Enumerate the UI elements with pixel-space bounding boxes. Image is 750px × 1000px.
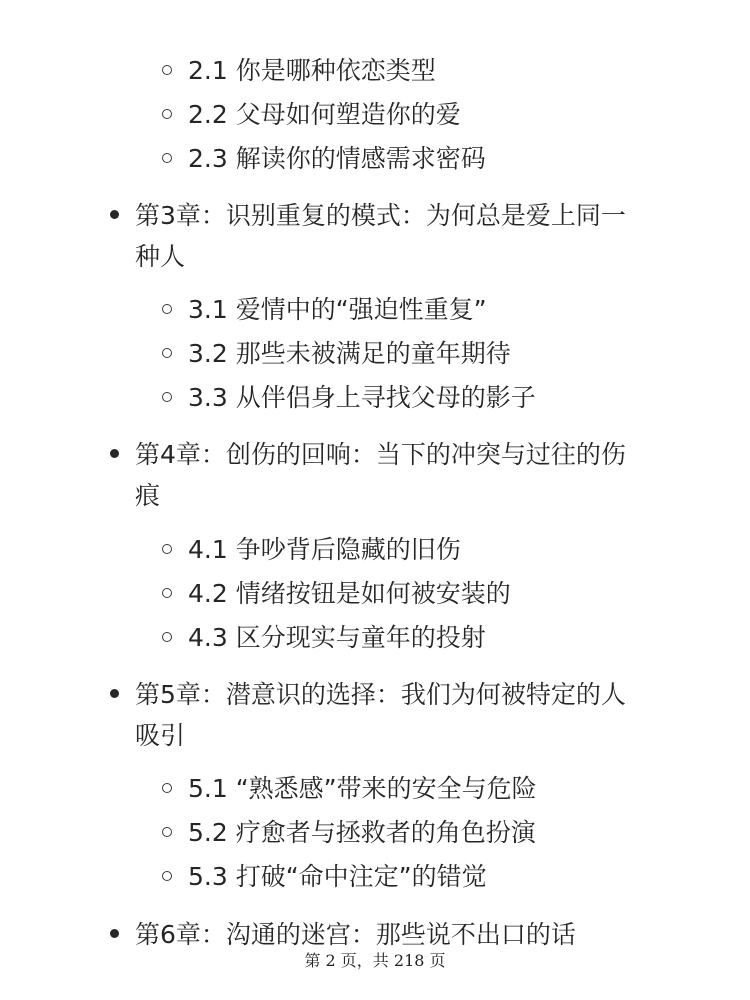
hollow-bullet-icon xyxy=(162,783,172,793)
hollow-bullet-icon xyxy=(162,153,172,163)
hollow-bullet-icon xyxy=(162,109,172,119)
toc-subitem-label: 2.3 解读你的情感需求密码 xyxy=(188,144,486,173)
toc-subitem[interactable] xyxy=(188,573,511,614)
hollow-bullet-icon xyxy=(162,827,172,837)
toc-subitem[interactable] xyxy=(188,529,461,570)
toc-subitem-label: 4.2 情绪按钮是如何被安装的 xyxy=(188,579,511,608)
toc-chapter-title-line: 吸引 xyxy=(135,721,186,750)
hollow-bullet-icon xyxy=(162,544,172,554)
filled-bullet-icon xyxy=(110,929,119,938)
toc-subitem[interactable] xyxy=(188,94,461,135)
toc-chapter-4[interactable] xyxy=(135,434,695,516)
toc-subitem-label: 3.2 那些未被满足的童年期待 xyxy=(188,339,511,368)
filled-bullet-icon xyxy=(110,449,119,458)
toc-subitem[interactable] xyxy=(188,812,536,853)
hollow-bullet-icon xyxy=(162,632,172,642)
toc-subitem[interactable] xyxy=(188,617,486,658)
hollow-bullet-icon xyxy=(162,304,172,314)
toc-subitem-label: 5.3 打破“命中注定”的错觉 xyxy=(188,862,487,891)
toc-subitem-label: 2.1 你是哪种依恋类型 xyxy=(188,56,436,85)
toc-subitem[interactable] xyxy=(188,50,436,91)
filled-bullet-icon xyxy=(110,210,119,219)
toc-subitem[interactable] xyxy=(188,856,487,897)
toc-chapter-3[interactable] xyxy=(135,195,695,277)
toc-subitem-label: 4.1 争吵背后隐藏的旧伤 xyxy=(188,535,461,564)
toc-subitem-label: 3.3 从伴侣身上寻找父母的影子 xyxy=(188,383,536,412)
hollow-bullet-icon xyxy=(162,392,172,402)
hollow-bullet-icon xyxy=(162,65,172,75)
toc-chapter-5[interactable] xyxy=(135,674,695,756)
toc-chapter-title-line: 第6章：沟通的迷宫：那些说不出口的话 xyxy=(135,920,576,949)
filled-bullet-icon xyxy=(110,689,119,698)
toc-subitem[interactable] xyxy=(188,289,487,330)
toc-subitem[interactable] xyxy=(188,138,486,179)
toc-subitem-label: 5.1 “熟悉感”带来的安全与危险 xyxy=(188,774,537,803)
toc-subitem[interactable] xyxy=(188,377,536,418)
toc-subitem-label: 3.1 爱情中的“强迫性重复” xyxy=(188,295,487,324)
hollow-bullet-icon xyxy=(162,348,172,358)
toc-subitem-label: 4.3 区分现实与童年的投射 xyxy=(188,623,486,652)
toc-chapter-title-line: 种人 xyxy=(135,242,186,271)
toc-subitem-label: 2.2 父母如何塑造你的爱 xyxy=(188,100,461,129)
page-number-footer: 第 2 页，共 218 页 xyxy=(304,951,446,970)
hollow-bullet-icon xyxy=(162,588,172,598)
toc-subitem[interactable] xyxy=(188,333,511,374)
toc-chapter-title-line: 第3章：识别重复的模式：为何总是爱上同一 xyxy=(135,201,626,230)
toc-chapter-title-line: 第4章：创伤的回响：当下的冲突与过往的伤 xyxy=(135,440,626,469)
toc-subitem-label: 5.2 疗愈者与拯救者的角色扮演 xyxy=(188,818,536,847)
hollow-bullet-icon xyxy=(162,871,172,881)
toc-subitem[interactable] xyxy=(188,768,537,809)
toc-chapter-title-line: 痕 xyxy=(135,481,161,510)
toc-chapter-title-line: 第5章：潜意识的选择：我们为何被特定的人 xyxy=(135,680,626,709)
